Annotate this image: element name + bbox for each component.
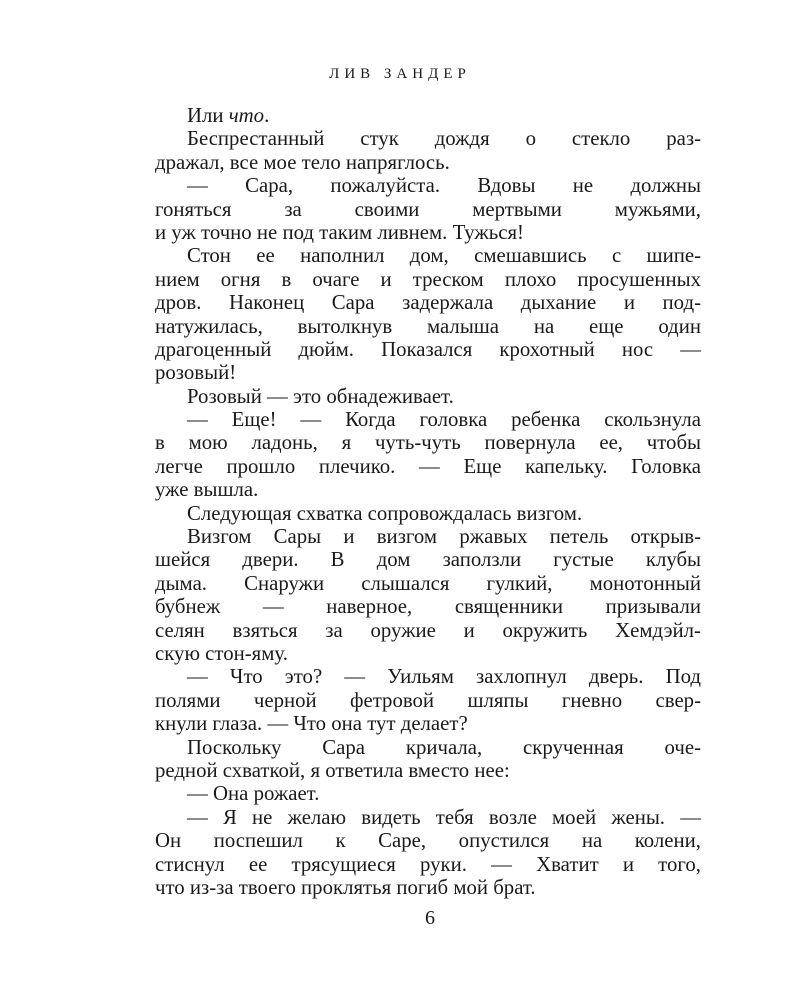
text-line: натужилась, вытолкнув малыша на еще один [155, 314, 701, 338]
text-line: в мою ладонь, я чуть-чуть повернула ее, чтобы [155, 431, 701, 455]
text-line: шейся двери. В дом заползли густые клубы [155, 548, 701, 572]
running-header-author: ЛИВ ЗАНДЕР [329, 66, 471, 82]
text-line: — Она рожает. [187, 782, 320, 806]
text-line: что из-за твоего проклятья погиб мой брат. [155, 875, 536, 899]
text-line: Визгом Сары и визгом ржавых петель открыв- [187, 525, 701, 549]
text-line: бубнеж — наверное, священники призывали [155, 595, 701, 619]
text-line: Беспрестанный стук дождя о стекло раз- [187, 127, 701, 151]
text-line: полями черной фетровой шляпы гневно свер- [155, 688, 701, 712]
text-line: — Что это? — Уильям захлопнул дверь. Под [187, 665, 701, 689]
text-line: уже вышла. [155, 478, 259, 502]
text-line: легче прошло плечико. — Еще капельку. Головка [155, 454, 701, 478]
text-line: Следующая схватка сопровождалась визгом. [187, 501, 583, 525]
text-line: дражал, все мое тело напряглось. [155, 150, 450, 174]
text-line: — Я не желаю видеть тебя возле моей жены. — [187, 805, 701, 829]
text-line: гоняться за своими мертвыми мужьями, [155, 197, 701, 221]
text-line: дыма. Снаружи слышался гулкий, монотонный [155, 571, 701, 595]
text-line: селян взяться за оружие и окружить Хемдэйл- [155, 618, 701, 642]
text-line: скую стон-яму. [155, 641, 288, 665]
text-line: — Сара, пожалуйста. Вдовы не должны [187, 174, 701, 198]
text-line: Поскольку Сара кричала, скрученная оче- [187, 735, 701, 759]
text-line: драгоценный дюйм. Показался крохотный нос — [155, 337, 701, 361]
text-line: Он поспешил к Саре, опустился на колени, [155, 829, 701, 853]
text-line: кнули глаза. — Что она тут делает? [155, 712, 468, 736]
page-number: 6 [425, 907, 435, 929]
text-line: дров. Наконец Сара задержала дыхание и под- [155, 291, 701, 315]
body-text [155, 104, 701, 899]
text-line: нием огня в очаге и треском плохо просушенных [155, 267, 701, 291]
text-line: — Еще! — Когда головка ребенка скользнула [187, 408, 701, 432]
text-line: Или что. [187, 104, 270, 127]
emphasis: что [228, 104, 265, 127]
text-line: Розовый — это обнадеживает. [187, 384, 454, 408]
text-line: и уж точно не под таким ливнем. Тужься! [155, 220, 524, 244]
text-line: стиснул ее трясущиеся руки. — Хватит и того, [155, 852, 701, 876]
text-line: редной схваткой, я ответила вместо нее: [155, 758, 510, 782]
text-line: розовый! [155, 361, 237, 385]
text-line: Стон ее наполнил дом, смешавшись с шипе- [187, 244, 701, 268]
